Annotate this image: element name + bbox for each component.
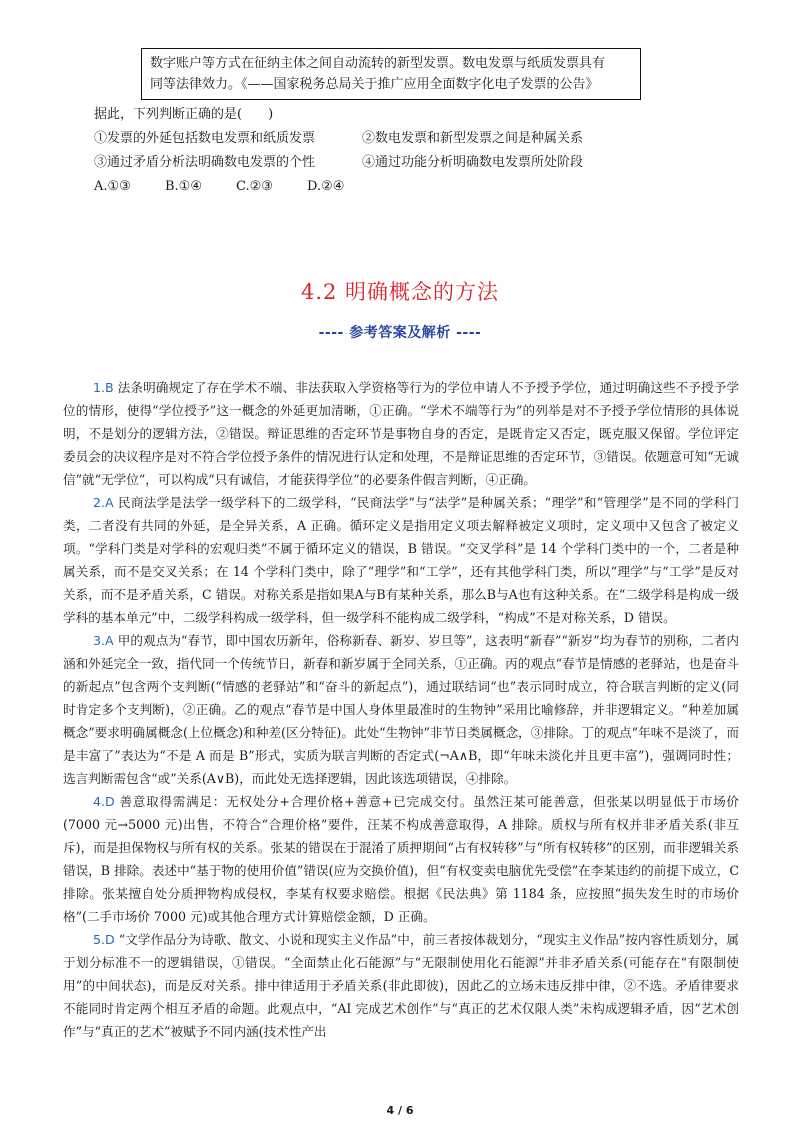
page-number: 4 / 6 — [386, 1104, 414, 1117]
quote-line-2: 同等法律效力。《——国家税务总局关于推广应用全面数字化电子发票的公告》 — [150, 77, 599, 92]
answer-4 — [63, 790, 739, 928]
quote-line-1: 数字账户等方式在征纳主体之间自动流转的新型发票。数电发票与纸质发票具有 — [150, 56, 606, 71]
option-3: ③通过矛盾分析法明确数电发票的个性 — [94, 155, 316, 170]
question-block — [94, 103, 714, 199]
answer-text: 民商法学是法学一级学科下的二级学科，“民商法学”与“法学”是种属关系；“理学”和“管理学”是不同的学科门类，二者没有共同的外延，是全异关系，A 正确。循环定义是指用定义项去解释被定义项时，定义项中又包含了被定义项。“学科门类是对学科的宏观归类”不属于循环定义的错误，B 错误。“交叉学科”是 14 个学科门类中的一个，二者是种属关系，而不是交叉关系；在 14 个学科门类中，除了“理学”和“工学”，还有其他学科门类，所以“理学”与“工学”是反对关系，而不是矛盾关系，C 错误。对称关系是指如果A与B有某种关系，那么B与A也有这种关系。在“二级学科是构成一级学科的基本单元”中，二级学科构成一级学科，但一级学科不能构成二级学科，“构成”不是对称关系，D 错误。 — [63, 495, 739, 625]
answer-text: 甲的观点为“春节，即中国农历新年，俗称新春、新岁、岁旦等”，这表明“新春”“新岁”均为春节的别称，二者内涵和外延完全一致，指代同一个传统节日，新春和新岁属于全同关系，①正确。丙的观点“春节是情感的老驿站，也是奋斗的新起点”包含两个支判断(“情感的老驿站”和“奋斗的新起点”)，通过联结词“也”表示同时成立，符合联言判断的定义(同时肯定多个支判断)，②正确。乙的观点“春节是中国人身体里最准时的生物钟”采用比喻修辞，并非逻辑定义。“种差加属概念”要求明确属概念(上位概念)和种差(区分特征)。此处“生物钟”非节日类属概念，③排除。丁的观点“年味不是淡了，而是丰富了”表达为“不是 A 而是 B”形式，实质为联言判断的否定式(¬A∧B，即“年味未淡化并且更丰富”)，强调同时性；选言判断需包含“或”关系(A∨B)，而此处无选择逻辑，因此该选项错误，④排除。 — [63, 633, 739, 786]
answer-explanations — [63, 376, 739, 1043]
answer-text: “文学作品分为诗歌、散文、小说和现实主义作品”中，前三者按体裁划分，“现实主义作品”按内容性质划分，属于划分标准不一的逻辑错误，①错误。“全面禁止化石能源”与“无限制使用化石能源”并非矛盾关系(可能存在“有限制使用”的中间状态)，而是反对关系。排中律适用于矛盾关系(非此即彼)，因此乙的立场未违反排中律，②不选。矛盾律要求不能同时肯定两个相互矛盾的命题。此观点中，“AI 完成艺术创作”与“真正的艺术仅限人类”未构成逻辑矛盾，因“艺术创作”与“真正的艺术”被赋予不同内涵(技术性产出 — [63, 932, 739, 1039]
answer-3 — [63, 629, 739, 790]
answer-1 — [63, 376, 739, 491]
choice-b: B.①④ — [165, 179, 202, 194]
answer-number: 4.D — [93, 794, 115, 809]
section-title: 4.2 明确概念的方法 — [300, 280, 500, 304]
quote-box — [141, 48, 641, 100]
answer-2 — [63, 491, 739, 629]
answer-choices — [94, 175, 714, 199]
answer-text: 法条明确规定了存在学术不端、非法获取入学资格等行为的学位申请人不予授予学位，通过明确这些不予授予学位的情形，使得“学位授予”这一概念的外延更加清晰，①正确。“学术不端等行为”的列举是对不予授予学位情形的具体说明，不是划分的逻辑方法，②错误。辩证思维的否定环节是事物自身的否定，是既肯定又否定，既克服又保留。学位评定委员会的决议程序是对不符合学位授予条件的情况进行认定和处理，不是辩证思维的否定环节，③错误。依题意可知“无诚信”就“无学位”，可以构成“只有诚信，才能获得学位”的必要条件假言判断，④正确。 — [63, 380, 739, 487]
answer-text: 善意取得需满足：无权处分+合理价格+善意+已完成交付。虽然汪某可能善意，但张某以明显低于市场价(7000 元→5000 元)出售，不符合“合理价格”要件，汪某不构成善意取得，A 排除。质权与所有权并非矛盾关系(非互斥)，而是担保物权与所有权的关系。张某的错误在于混淆了质押期间“占有权转移”与“所有权转移”的区别，而非逻辑关系错误，B 排除。表述中“基于物的使用价值”错误(应为交换价值)，但“有权变卖电脑优先受偿”在李某违约的前提下成立，C 排除。张某擅自处分质押物构成侵权，李某有权要求赔偿。根据《民法典》第 1184 条，应按照“损失发生时的市场价格”(二手市场价 7000 元)或其他合理方式计算赔偿金额，D 正确。 — [63, 794, 739, 924]
answer-number: 3.A — [93, 633, 114, 648]
choice-a: A.①③ — [94, 179, 131, 194]
section-subtitle: ---- 参考答案及解析 ---- — [318, 325, 482, 341]
option-2: ②数电发票和新型发票之间是种属关系 — [362, 131, 584, 146]
choice-d: D.②④ — [307, 179, 345, 194]
question-stem: 据此，下列判断正确的是( ) — [94, 107, 274, 122]
option-row-1 — [94, 127, 714, 151]
option-4: ④通过功能分析明确数电发票所处阶段 — [362, 155, 584, 170]
answer-number: 2.A — [93, 495, 114, 510]
answer-number: 1.B — [93, 380, 114, 395]
option-row-2 — [94, 151, 714, 175]
answer-5 — [63, 928, 739, 1043]
option-1: ①发票的外延包括数电发票和纸质发票 — [94, 131, 316, 146]
answer-number: 5.D — [93, 932, 115, 947]
choice-c: C.②③ — [236, 179, 273, 194]
